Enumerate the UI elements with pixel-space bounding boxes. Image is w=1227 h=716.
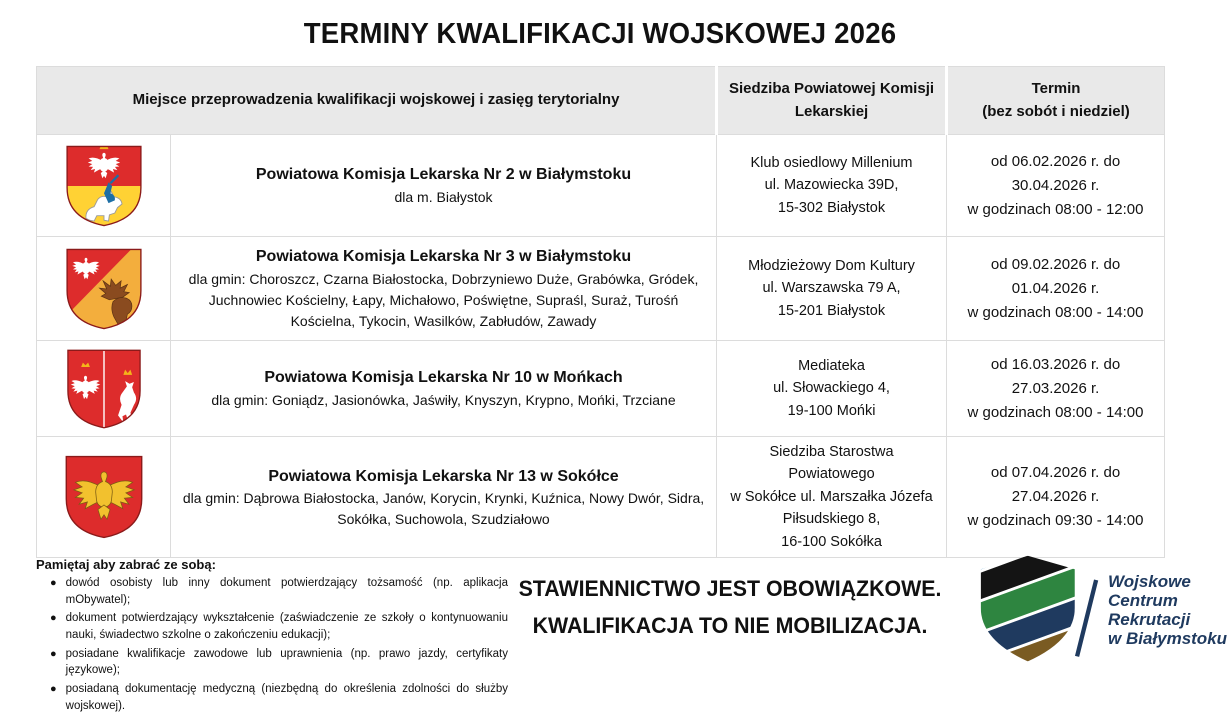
mandatory-notice: STAWIENNICTWO JEST OBOWIĄZKOWE. KWALIFIKACJA TO NIE MOBILIZACJA.: [518, 576, 942, 639]
bialystok-city-coat-of-arms-icon: [37, 135, 171, 237]
seat-cell: Mediateka ul. Słowackiego 4, 19-100 Mońki: [717, 341, 947, 437]
bullet-icon: ●: [50, 683, 57, 696]
list-item: ● dokument potwierdzający wykształcenie (zaświadczenie ze szkoły o kontynuowaniu nauki, świadectwo szkolne o zakończeniu edukacji);: [36, 610, 508, 643]
list-item: ● posiadaną dokumentację medyczną (niezbędną do określenia zdolności do służby wojskowej).: [36, 681, 508, 714]
wcr-logo: [972, 549, 1227, 671]
checklist-heading: Pamiętaj aby zabrać ze sobą:: [36, 557, 216, 572]
seat-cell: Klub osiedlowy Millenium ul. Mazowiecka 39D, 15-302 Białystok: [717, 135, 947, 237]
powiat-sokolski-coat-of-arms-icon: [37, 437, 171, 558]
table-row: [37, 341, 1165, 437]
table-row: [37, 135, 1165, 237]
commission-cell: [171, 437, 717, 558]
bullet-icon: ●: [50, 647, 57, 660]
commission-name: Powiatowa Komisja Lekarska Nr 13 w Sokółce: [268, 467, 619, 485]
table-row: [37, 237, 1165, 341]
term-cell: od 16.03.2026 r. do 27.03.2026 r. w godzinach 08:00 - 14:00: [947, 341, 1165, 437]
header-term: Termin (bez sobót i niedziel): [947, 67, 1165, 135]
powiat-moniecki-coat-of-arms-icon: [37, 341, 171, 437]
schedule-table: [36, 66, 1165, 558]
commission-area: dla m. Białystok: [394, 188, 493, 205]
checklist: [36, 557, 508, 716]
commission-name: Powiatowa Komisja Lekarska Nr 3 w Białymstoku: [255, 248, 632, 266]
term-cell: od 09.02.2026 r. do 01.04.2026 r. w godzinach 08:00 - 14:00: [947, 237, 1165, 341]
term-cell: od 07.04.2026 r. do 27.04.2026 r. w godzinach 09:30 - 14:00: [947, 437, 1165, 558]
header-seat: Siedziba Powiatowej Komisji Lekarskiej: [717, 67, 947, 135]
commission-cell: [171, 341, 717, 437]
commission-name: Powiatowa Komisja Lekarska Nr 10 w Mońkach: [264, 369, 623, 387]
seat-cell: Młodzieżowy Dom Kultury ul. Warszawska 79 A, 15-201 Białystok: [717, 237, 947, 341]
commission-cell: [171, 135, 717, 237]
table-row: [37, 437, 1165, 558]
bullet-icon: ●: [50, 612, 57, 625]
commission-name: Powiatowa Komisja Lekarska Nr 2 w Białymstoku: [255, 166, 632, 184]
list-item: ● dowód osobisty lub inny dokument potwierdzający tożsamość (np. aplikacja mObywatel);: [36, 575, 508, 608]
wcr-logo-text: Wojskowe Centrum Rekrutacji w Białymstoku: [1108, 571, 1227, 649]
bullet-icon: ●: [50, 577, 57, 589]
page-title: TERMINY KWALIFIKACJI WOJSKOWEJ 2026: [303, 18, 897, 50]
commission-cell: [171, 237, 717, 341]
commission-area: dla gmin: Dąbrowa Białostocka, Janów, Korycin, Krynki, Kuźnica, Nowy Dwór, Sidra, Sokółka, Suchowola, Szudziałowo: [182, 489, 705, 527]
list-item: ● posiadane kwalifikacje zawodowe lub uprawnienia (np. prawo jazdy, certyfikaty językowe);: [36, 646, 508, 679]
commission-area: dla gmin: Goniądz, Jasionówka, Jaświły, Knyszyn, Krypno, Mońki, Trzciane: [211, 391, 676, 408]
powiat-bialostocki-coat-of-arms-icon: [37, 237, 171, 341]
wcr-striped-shield-icon: [972, 550, 1122, 670]
header-place: Miejsce przeprowadzenia kwalifikacji wojskowej i zasięg terytorialny: [37, 67, 717, 135]
commission-area: dla gmin: Choroszcz, Czarna Białostocka, Dobrzyniewo Duże, Grabówka, Gródek, Juchnowiec Kościelny, Łapy, Michałowo, Poświętne, Supraśl, Suraż, Turośń Kościelna, Tykocin, Wasilków, Zabłudów, Zawady: [188, 270, 699, 329]
seat-cell: Siedziba Starostwa Powiatowego w Sokółce ul. Marszałka Józefa Piłsudskiego 8, 16-100 Sokółka: [717, 437, 947, 558]
term-cell: od 06.02.2026 r. do 30.04.2026 r. w godzinach 08:00 - 12:00: [947, 135, 1165, 237]
table-header-row: [37, 67, 1165, 135]
